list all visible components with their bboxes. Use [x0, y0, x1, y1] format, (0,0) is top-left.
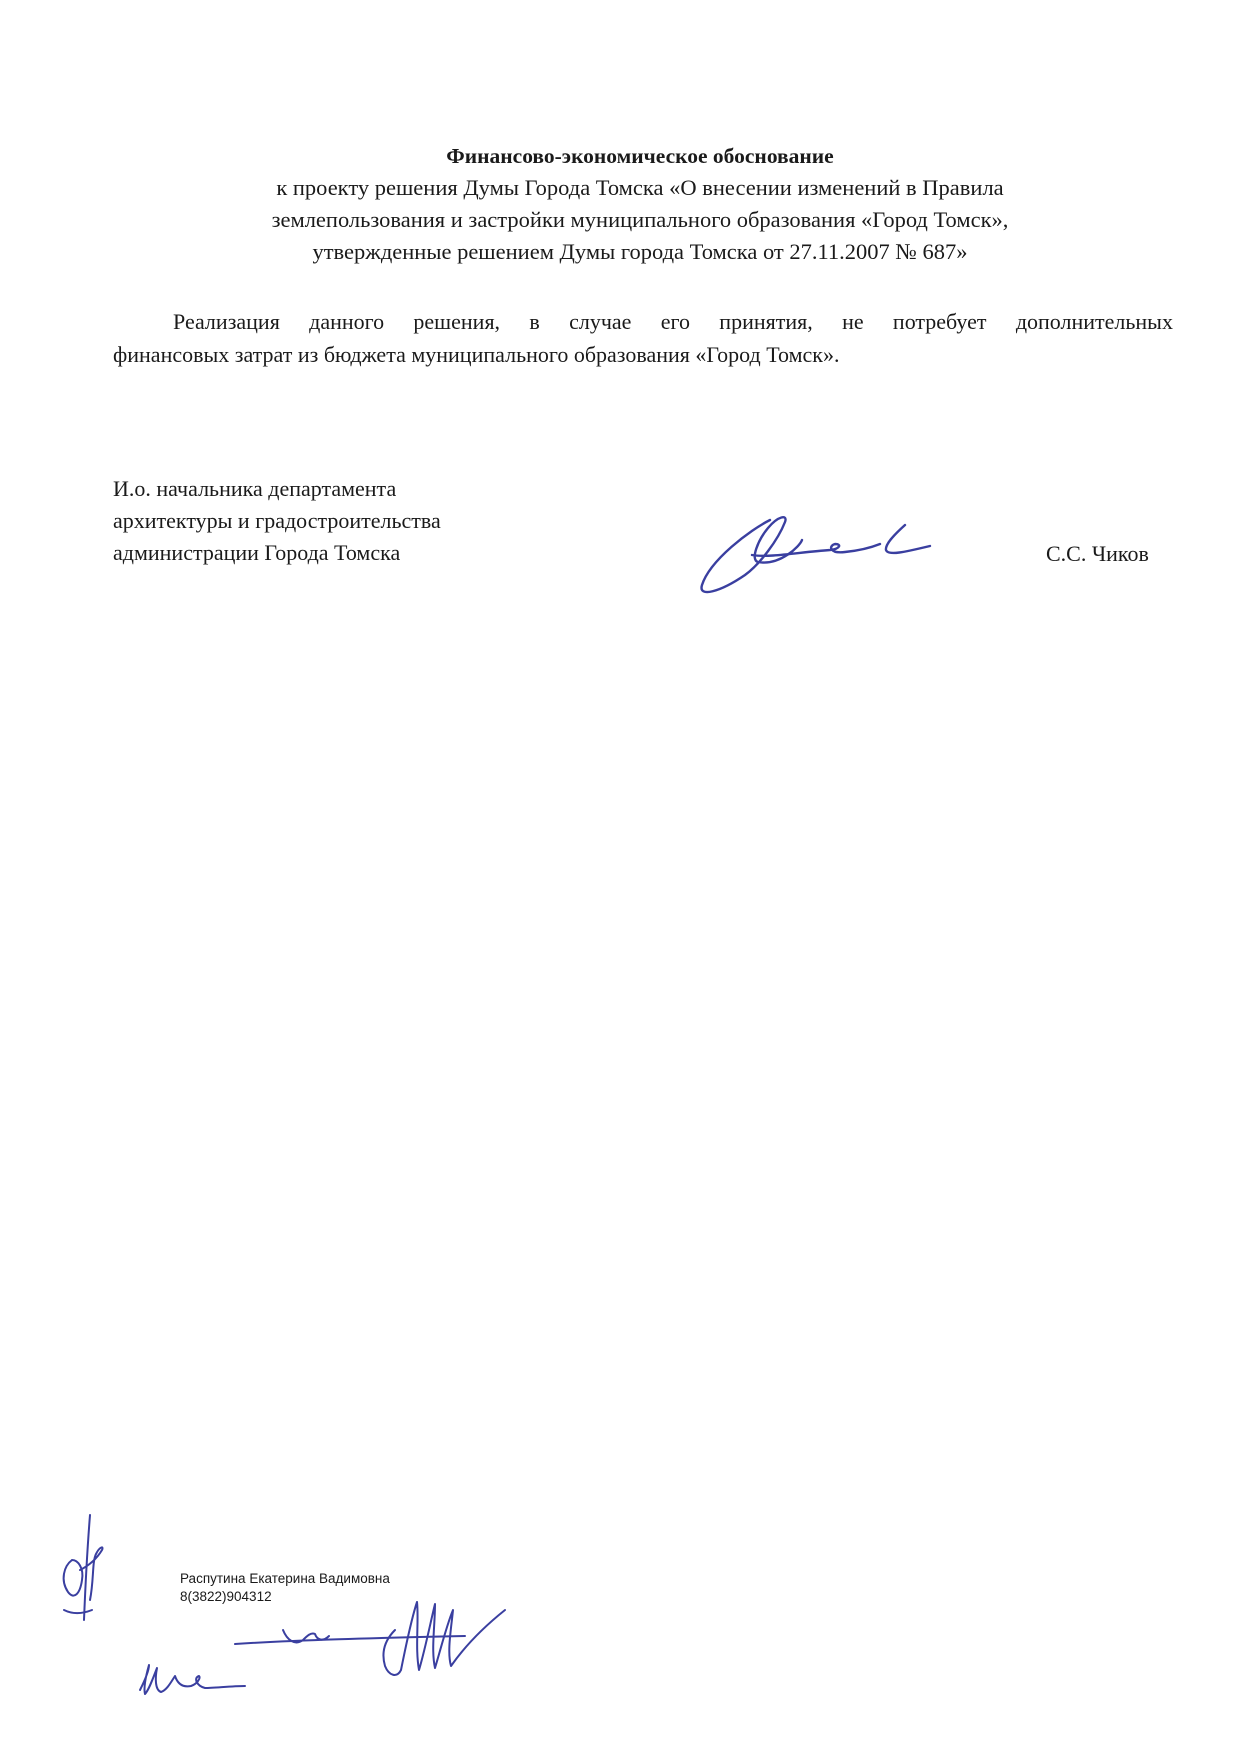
title-line-2: землепользования и застройки муниципального образования «Город Томск», — [271, 207, 1009, 232]
body-paragraph — [113, 305, 1173, 371]
signatory-position — [113, 473, 441, 569]
body-word: принятия, — [719, 309, 813, 334]
approval-signature-vertical — [50, 1510, 120, 1630]
body-second-line: финансовых затрат из бюджета муниципального образования «Город Томск». — [113, 342, 840, 367]
signer-name: С.С. Чиков — [1046, 541, 1149, 566]
body-word: данного — [309, 309, 385, 334]
document-heading: Финансово-экономическое обоснование — [446, 144, 834, 168]
body-word: Реализация — [173, 309, 280, 334]
executor-name: Распутина Екатерина Вадимовна — [180, 1571, 390, 1586]
signature-main — [690, 500, 970, 600]
body-word: его — [660, 309, 690, 334]
position-line-2: архитектуры и градостроительства — [113, 508, 441, 533]
body-word: в — [529, 309, 540, 334]
body-word: случае — [569, 309, 632, 334]
title-line-1: к проекту решения Думы Города Томска «О внесении изменений в Правила — [276, 175, 1004, 200]
title-line-3: утвержденные решением Думы города Томска от 27.11.2007 № 687» — [312, 239, 968, 264]
position-line-3: администрации Города Томска — [113, 540, 401, 565]
executor-phone: 8(3822)904312 — [180, 1589, 272, 1604]
body-word: не — [842, 309, 864, 334]
body-first-line — [113, 305, 1173, 338]
body-word: решения, — [413, 309, 501, 334]
position-line-1: И.о. начальника департамента — [113, 476, 397, 501]
body-word: дополнительных — [1015, 309, 1173, 334]
approval-signatures-bottom — [135, 1590, 515, 1710]
body-word: потребует — [892, 309, 987, 334]
document-title-block — [200, 140, 1080, 268]
